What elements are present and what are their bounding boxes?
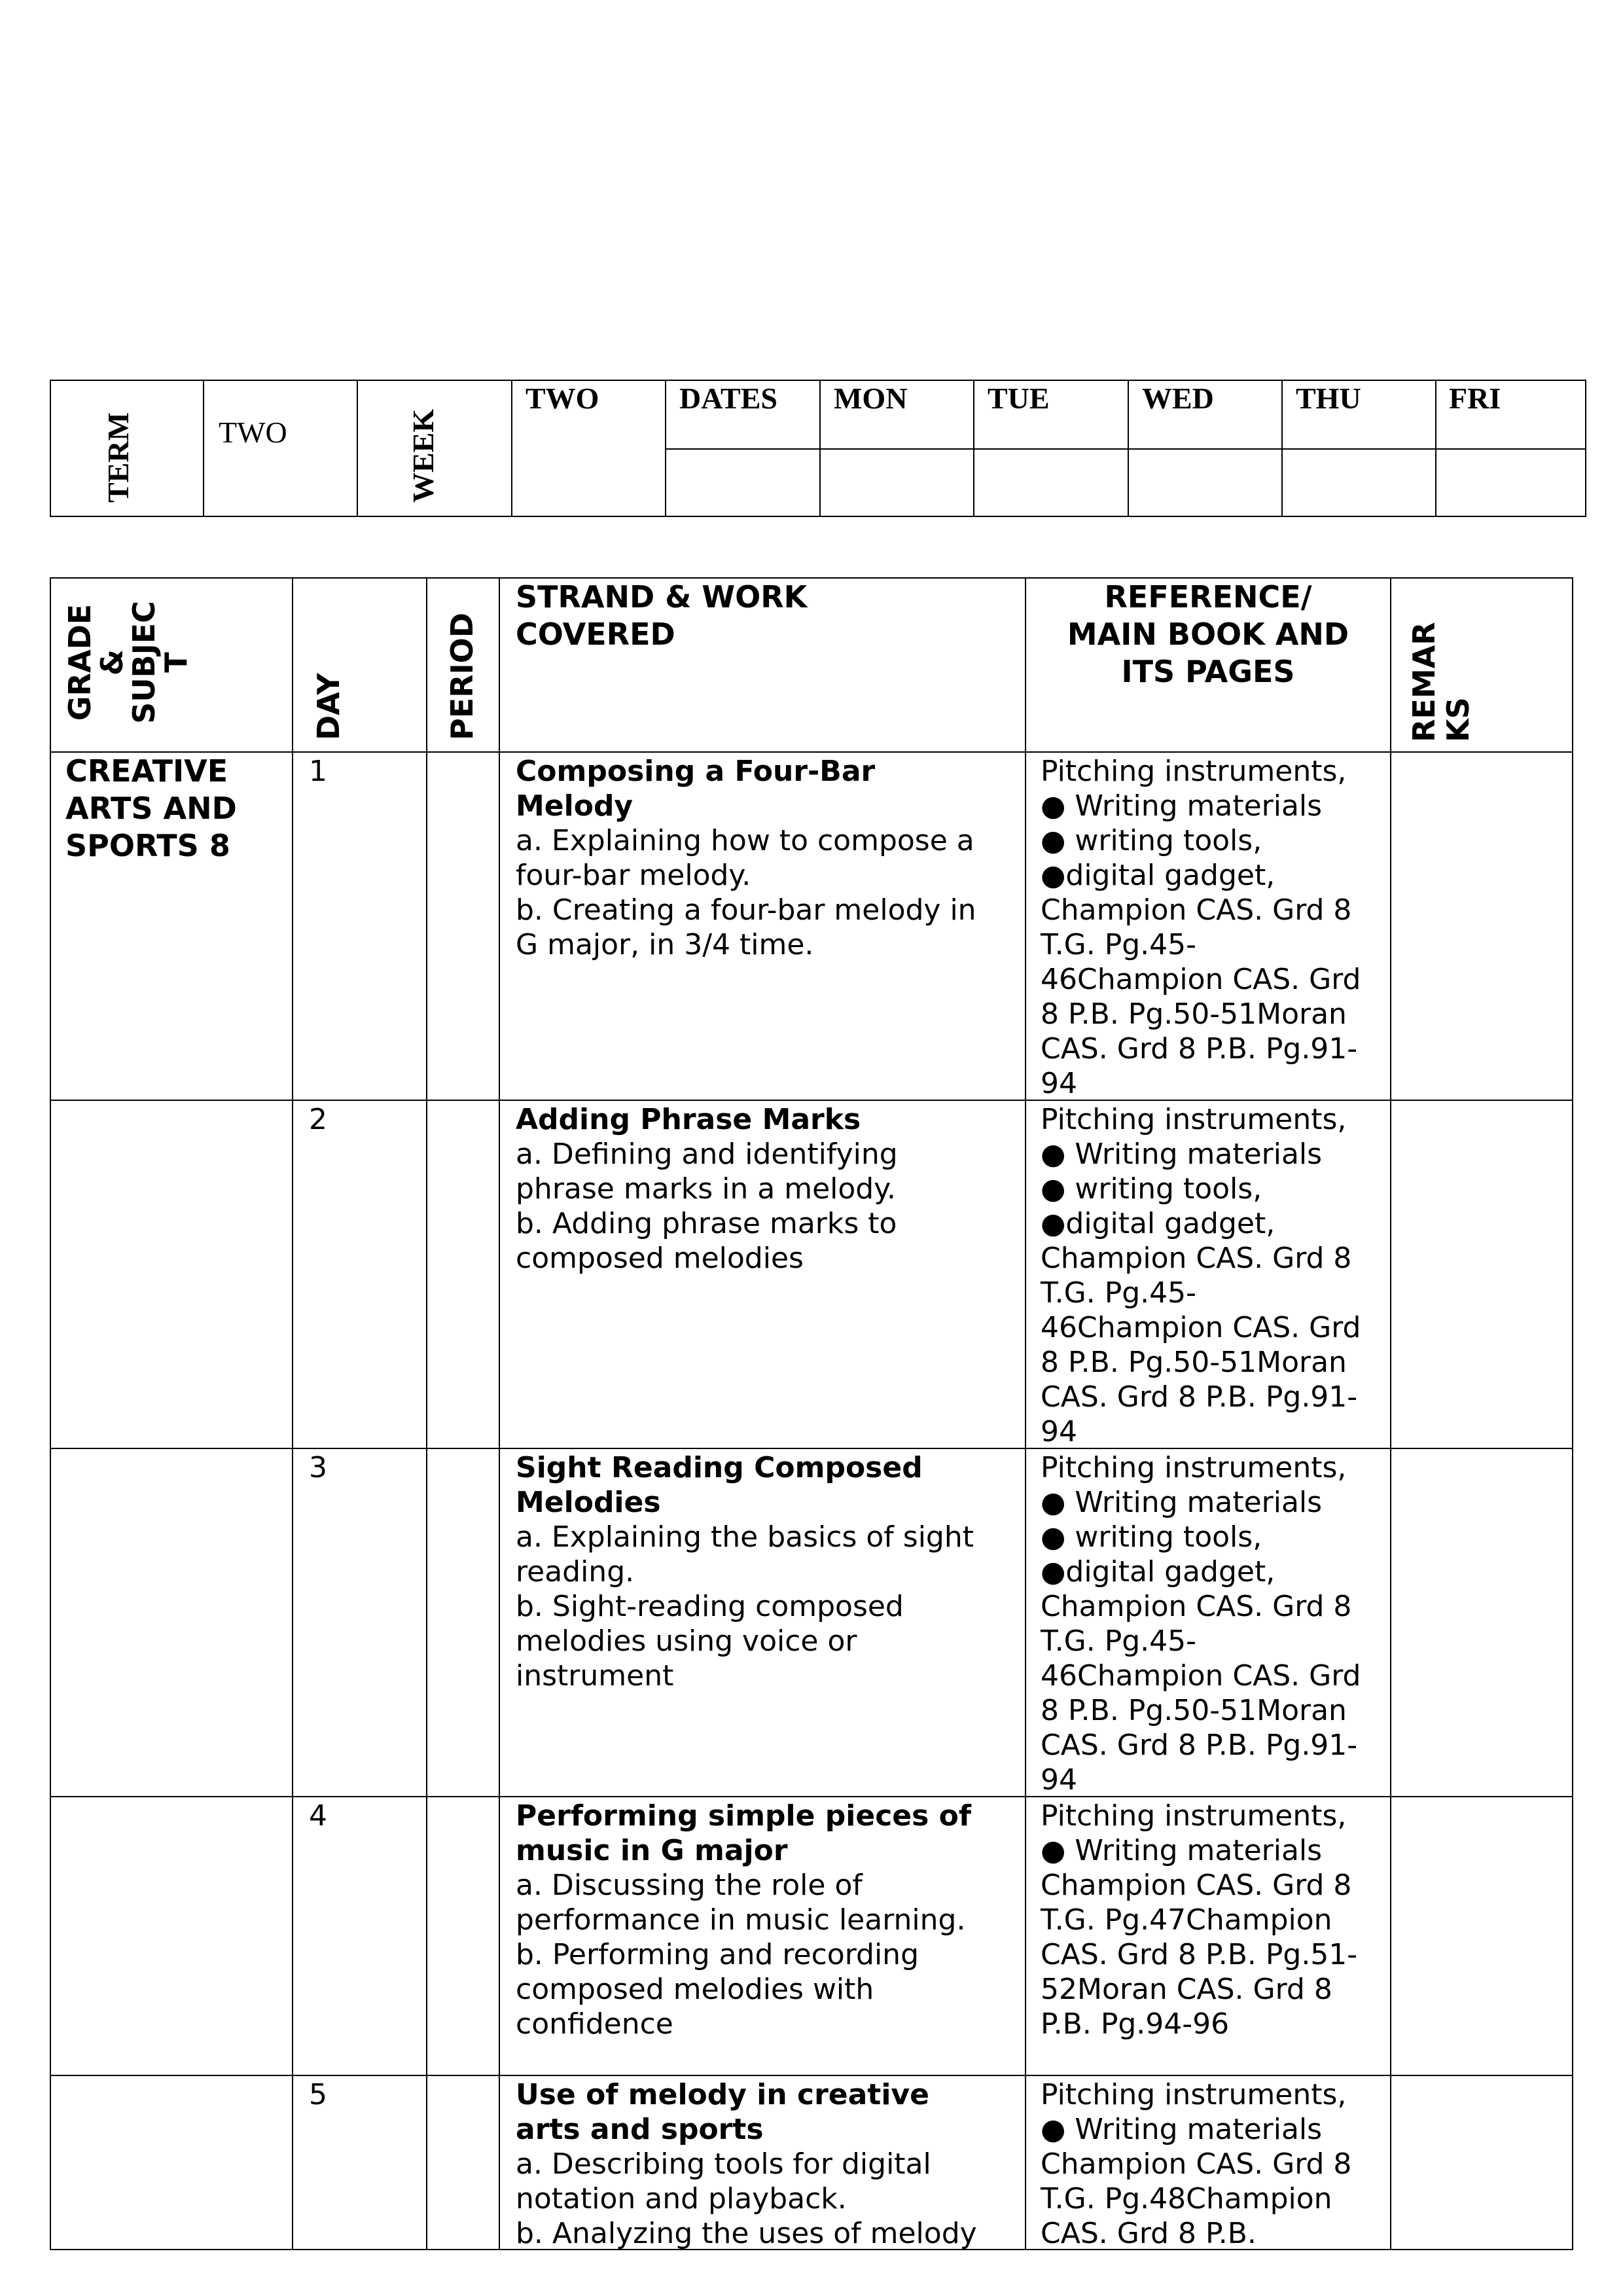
term-label: TERM (101, 412, 135, 503)
work-covered-3: Sight Reading Composed Melodies a. Explaining the basics of sight reading. b. Sight-reading composed melodies using voice or instrument (516, 1451, 974, 1693)
term-week-table (50, 380, 1586, 517)
day-tue: TUE (988, 382, 1050, 415)
week-label: WEEK (406, 408, 440, 503)
term-value: TWO (219, 416, 287, 449)
reference-3: Pitching instruments, ● Writing materials ● writing tools, ●digital gadget, Champion CAS. Grd 8 T.G. Pg.45- 46Champion CAS. Grd 8 P.B. Pg.50-51Moran CAS. Grd 8 P.B. Pg.91- 94 (1041, 1451, 1361, 1797)
grade-subject-header: GRADE & SUBJEC T (62, 601, 194, 724)
day-wed: WED (1142, 382, 1214, 415)
period-header: PERIOD (444, 613, 480, 740)
lesson-plan-table (50, 577, 1573, 2250)
work-covered-5: Use of melody in creative arts and sports a. Describing tools for digital notation and playback. b. Analyzing the uses of melody (516, 2078, 977, 2250)
day-mon: MON (834, 382, 908, 415)
remarks-header: REMAR KS (1406, 622, 1476, 742)
week-value: TWO (526, 382, 599, 415)
work-covered-4: Performing simple pieces of music in G major a. Discussing the role of performance in music learning. b. Performing and recording composed melodies with confidence (516, 1799, 972, 2041)
day-header: DAY (311, 673, 346, 740)
day-fri: FRI (1449, 382, 1501, 415)
day-thu: THU (1296, 382, 1361, 415)
reference-header: REFERENCE/ MAIN BOOK AND ITS PAGES (1067, 579, 1349, 689)
day-1: 1 (309, 755, 327, 788)
reference-5: Pitching instruments, ● Writing materials Champion CAS. Grd 8 T.G. Pg.48Champion CAS. Grd 8 P.B. (1041, 2078, 1352, 2250)
grade-subject-value: CREATIVE ARTS AND SPORTS 8 (65, 753, 237, 863)
day-4: 4 (309, 1799, 327, 1833)
strand-header: STRAND & WORK COVERED (516, 579, 808, 652)
work-covered-2: Adding Phrase Marks a. Defining and identifying phrase marks in a melody. b. Adding phrase marks to composed melodies (516, 1103, 898, 1275)
day-5: 5 (309, 2078, 327, 2111)
reference-2: Pitching instruments, ● Writing materials ● writing tools, ●digital gadget, Champion CAS. Grd 8 T.G. Pg.45- 46Champion CAS. Grd 8 P.B. Pg.50-51Moran CAS. Grd 8 P.B. Pg.91- 94 (1041, 1103, 1361, 1448)
reference-4: Pitching instruments, ● Writing materials Champion CAS. Grd 8 T.G. Pg.47Champion CAS. Grd 8 P.B. Pg.51- 52Moran CAS. Grd 8 P.B. Pg.94-96 (1041, 1799, 1358, 2041)
day-3: 3 (309, 1451, 327, 1484)
work-covered-1: Composing a Four-Bar Melody a. Explaining how to compose a four-bar melody. b. Creating a four-bar melody in G major, in 3/4 time. (516, 755, 976, 961)
dates-label: DATES (679, 382, 777, 415)
reference-1: Pitching instruments, ● Writing materials ● writing tools, ●digital gadget, Champion CAS. Grd 8 T.G. Pg.45- 46Champion CAS. Grd 8 P.B. Pg.50-51Moran CAS. Grd 8 P.B. Pg.91- 94 (1041, 755, 1361, 1100)
day-2: 2 (309, 1103, 327, 1136)
